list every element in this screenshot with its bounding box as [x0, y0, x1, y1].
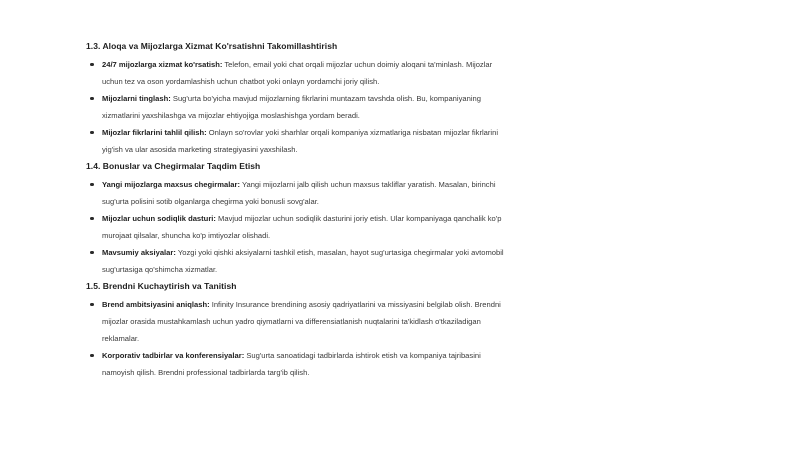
- item-term: Brend ambitsiyasini aniqlash:: [102, 300, 210, 309]
- bullet-icon: [90, 354, 94, 358]
- bullet-icon: [90, 251, 94, 255]
- section-title: 1.5. Brendni Kuchaytirish va Tanitish: [86, 281, 237, 291]
- list-item: [86, 124, 506, 158]
- item-text: Yangi mijozlarni jalb qilish uchun maxsus takliflar yaratish. Masalan, birinchi sug'urta polisini sotib olganlarga chegirma yoki bonusli sovg'alar.: [102, 180, 496, 206]
- item-text: Sug'urta sanoatidagi tadbirlarda ishtirok etish va kompaniya tajribasini namoyish qilish. Brendni professional tadbirlarda targ'ib qilish.: [102, 351, 481, 377]
- item-text: Telefon, email yoki chat orqali mijozlar uchun doimiy aloqani ta'minlash. Mijozlar uchun tez va oson yordamlashish uchun chatbot yoki onlayn yordamchi joriy qilish.: [102, 60, 493, 86]
- item-term: Mijozlar fikrlarini tahlil qilish:: [102, 128, 207, 137]
- document-body: [86, 40, 506, 381]
- item-term: Mijozlar uchun sodiqlik dasturi:: [102, 214, 216, 223]
- list-item: [86, 347, 506, 381]
- item-text: Onlayn so'rovlar yoki sharhlar orqali kompaniya xizmatlariga nisbatan mijozlar fikrlarini yig'ish va ular asosida marketing strategiyasini yaxshilash.: [102, 128, 499, 154]
- list-item: [86, 244, 506, 278]
- bullet-list: [86, 176, 506, 278]
- bullet-icon: [90, 97, 94, 101]
- bullet-icon: [90, 303, 94, 307]
- list-item: [86, 296, 506, 347]
- list-item: [86, 210, 506, 244]
- item-term: 24/7 mijozlarga xizmat ko'rsatish:: [102, 60, 223, 69]
- section-title: 1.3. Aloqa va Mijozlarga Xizmat Ko'rsatishni Takomillashtirish: [86, 41, 338, 51]
- bullet-icon: [90, 183, 94, 187]
- section-customer-service: [86, 40, 506, 158]
- item-term: Mijozlarni tinglash:: [102, 94, 171, 103]
- item-term: Korporativ tadbirlar va konferensiyalar:: [102, 351, 245, 360]
- list-item: [86, 90, 506, 124]
- item-text: Mavjud mijozlar uchun sodiqlik dasturini joriy etish. Ular kompaniyaga qanchalik ko'p murojaat qilsalar, shuncha ko'p imtiyozlar olishadi.: [102, 214, 502, 240]
- list-item: [86, 56, 506, 90]
- bullet-icon: [90, 63, 94, 67]
- item-text: Infinity Insurance brendining asosiy qadriyatlarini va missiyasini belgilab olish. Brendni mijozlar orasida mustahkamlash uchun yadro qiymatlarni va differensiatlanish nuqtalarini ta'kidlash o'tkaziladigan reklamalar.: [102, 300, 501, 343]
- bullet-list: [86, 296, 506, 381]
- bullet-icon: [90, 131, 94, 135]
- section-brand: [86, 280, 506, 381]
- list-item: [86, 176, 506, 210]
- item-text: Sug'urta bo'yicha mavjud mijozlarning fikrlarini muntazam tavshda olish. Bu, kompaniyaning xizmatlarini yaxshilashga va mijozlar ehtiyojiga moslashishga yordam beradi.: [102, 94, 481, 120]
- item-term: Mavsumiy aksiyalar:: [102, 248, 176, 257]
- bullet-icon: [90, 217, 94, 221]
- item-term: Yangi mijozlarga maxsus chegirmalar:: [102, 180, 241, 189]
- section-bonuses: [86, 160, 506, 278]
- bullet-list: [86, 56, 506, 158]
- item-text: Yozgi yoki qishki aksiyalarni tashkil etish, masalan, hayot sug'urtasiga chegirmalar yoki avtomobil sug'urtasiga qo'shimcha xizmatlar.: [102, 248, 504, 274]
- section-title: 1.4. Bonuslar va Chegirmalar Taqdim Etish: [86, 161, 261, 171]
